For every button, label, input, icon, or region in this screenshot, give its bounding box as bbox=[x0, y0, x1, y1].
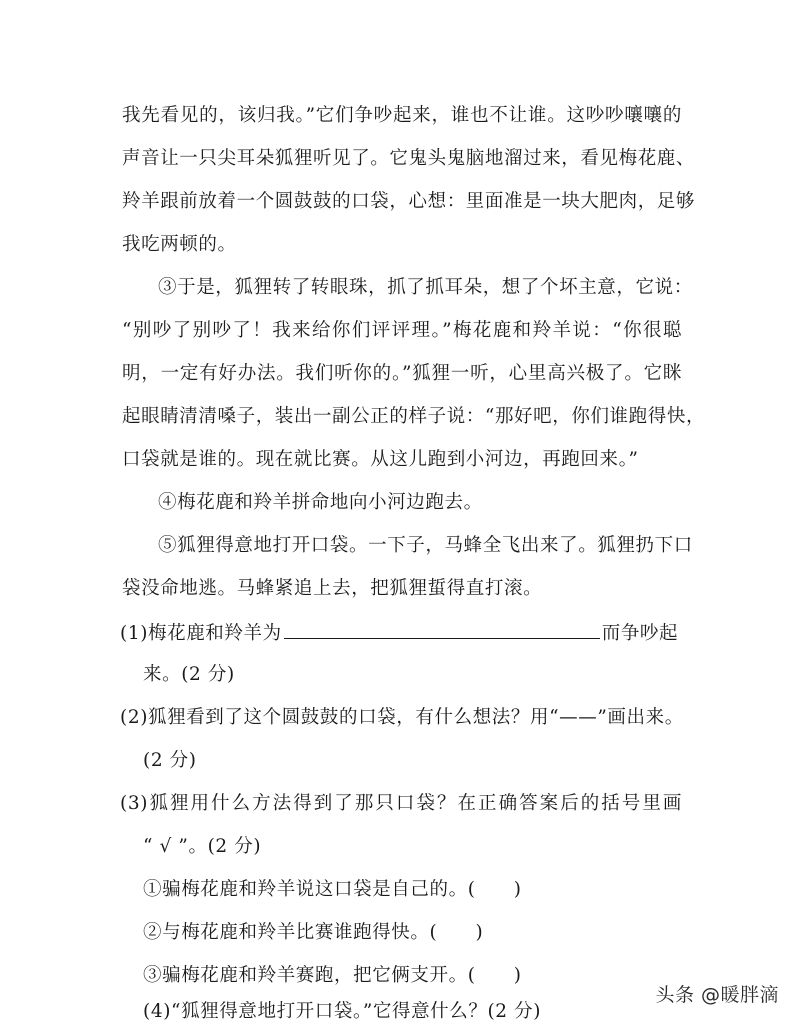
question-1-text: (1)梅花鹿和羚羊为 bbox=[120, 623, 282, 644]
question-4: (4)“狐狸得意地打开口袋。”它得意什么？(2 分) bbox=[143, 1001, 542, 1022]
passage-line: 起眼睛清清嗓子，装出一副公正的样子说：“那好吧，你们谁跑得快， bbox=[122, 406, 706, 427]
passage-line: 明，一定有好办法。我们听你的。”狐狸一听，心里高兴极了。它眯 bbox=[122, 363, 682, 384]
passage-line: 羚羊跟前放着一个圆鼓鼓的口袋，心想：里面准是一块大肥肉，足够 bbox=[122, 191, 696, 212]
question-3-option-3[interactable]: ③骗梅花鹿和羚羊赛跑，把它俩支开。( ) bbox=[143, 965, 522, 986]
question-3: (3)狐狸用什么方法得到了那只口袋？在正确答案后的括号里画 bbox=[120, 793, 682, 814]
passage-line: 声音让一只尖耳朵狐狸听见了。它鬼头鬼脑地溜过来，看见梅花鹿、 bbox=[122, 148, 696, 169]
answer-blank[interactable] bbox=[284, 620, 600, 639]
passage-line: “别吵了别吵了！我来给你们评评理。”梅花鹿和羚羊说：“你很聪 bbox=[122, 320, 682, 341]
question-1-text-end: 而争吵起 bbox=[601, 623, 679, 644]
question-3-points: “ √ ”。(2 分) bbox=[143, 836, 262, 857]
passage-line: 我吃两顿的。 bbox=[122, 234, 237, 255]
watermark: 头条 @暖胖滴 bbox=[655, 984, 779, 1006]
question-2-points: (2 分) bbox=[143, 750, 197, 771]
question-3-option-1[interactable]: ①骗梅花鹿和羚羊说这口袋是自己的。( ) bbox=[143, 879, 522, 900]
passage-paragraph-4: ④梅花鹿和羚羊拼命地向小河边跑去。 bbox=[158, 492, 483, 513]
question-1 bbox=[120, 620, 682, 646]
passage-paragraph-3-start: ③于是，狐狸转了转眼珠，抓了抓耳朵，想了个坏主意，它说： bbox=[158, 277, 693, 298]
passage-line: 我先看见的，该归我。”它们争吵起来，谁也不让谁。这吵吵嚷嚷的 bbox=[122, 105, 682, 126]
passage-paragraph-5-start: ⑤狐狸得意地打开口袋。一下子，马蜂全飞出来了。狐狸扔下口 bbox=[158, 535, 693, 556]
question-2: (2)狐狸看到了这个圆鼓鼓的口袋，有什么想法？用“——”画出来。 bbox=[120, 707, 684, 728]
passage-line: 口袋就是谁的。现在就比赛。从这儿跑到小河边，再跑回来。” bbox=[122, 449, 639, 470]
passage-line: 袋没命地逃。马蜂紧追上去，把狐狸蜇得直打滚。 bbox=[122, 578, 543, 599]
question-1-points: 来。(2 分) bbox=[143, 664, 235, 685]
question-3-option-2[interactable]: ②与梅花鹿和羚羊比赛谁跑得快。( ) bbox=[143, 922, 484, 943]
